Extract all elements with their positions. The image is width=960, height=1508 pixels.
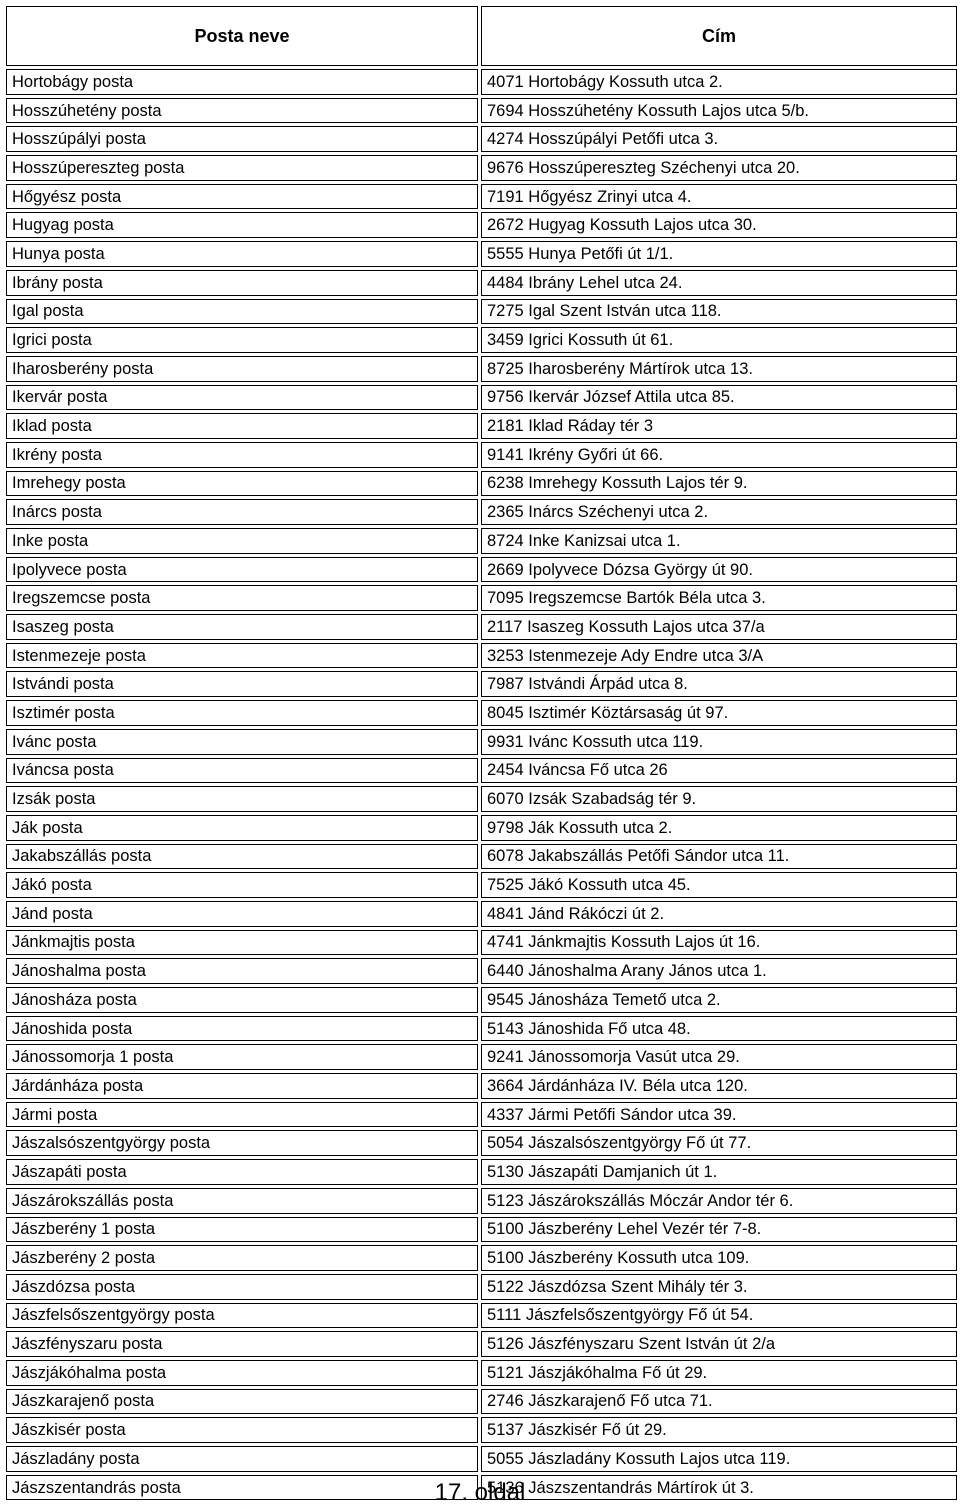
post-name-cell: Ipolyvece posta	[6, 557, 478, 583]
address-cell: 4484 Ibrány Lehel utca 24.	[481, 270, 957, 296]
post-name-cell: Jánkmajtis posta	[6, 930, 478, 956]
post-name-cell: Hosszúhetény posta	[6, 98, 478, 124]
address-cell: 9931 Ivánc Kossuth utca 119.	[481, 729, 957, 755]
post-name-cell: Hőgyész posta	[6, 184, 478, 210]
post-name-cell: Igrici posta	[6, 327, 478, 353]
post-name-cell: Ikrény posta	[6, 442, 478, 468]
post-name-cell: Jászfelsőszentgyörgy posta	[6, 1303, 478, 1329]
post-name-cell: Igal posta	[6, 299, 478, 325]
address-cell: 5136 Jászszentandrás Mártírok út 3.	[481, 1475, 957, 1501]
post-name-cell: Jászdózsa posta	[6, 1274, 478, 1300]
address-cell: 5100 Jászberény Kossuth utca 109.	[481, 1245, 957, 1271]
address-cell: 3459 Igrici Kossuth út 61.	[481, 327, 957, 353]
post-name-cell: Hosszúpereszteg posta	[6, 155, 478, 181]
table-row	[6, 557, 957, 583]
address-cell: 6070 Izsák Szabadság tér 9.	[481, 786, 957, 812]
table-row	[6, 212, 957, 238]
post-name-cell: Hunya posta	[6, 241, 478, 267]
table-row	[6, 1217, 957, 1243]
post-name-cell: Iklad posta	[6, 413, 478, 439]
post-name-cell: Hortobágy posta	[6, 69, 478, 95]
table-row	[6, 700, 957, 726]
table-row	[6, 1303, 957, 1329]
address-cell: 5555 Hunya Petőfi út 1/1.	[481, 241, 957, 267]
post-name-cell: Ikervár posta	[6, 385, 478, 411]
post-name-cell: Ivánc posta	[6, 729, 478, 755]
table-row	[6, 299, 957, 325]
address-cell: 9676 Hosszúpereszteg Széchenyi utca 20.	[481, 155, 957, 181]
post-name-cell: Iváncsa posta	[6, 758, 478, 784]
table-row	[6, 585, 957, 611]
table-row	[6, 126, 957, 152]
table-row	[6, 614, 957, 640]
table-row	[6, 413, 957, 439]
page-number: 17. oldal	[434, 1479, 526, 1506]
post-office-table	[3, 3, 960, 1503]
post-name-cell: Jakabszállás posta	[6, 844, 478, 870]
address-cell: 5055 Jászladány Kossuth Lajos utca 119.	[481, 1446, 957, 1472]
address-cell: 9756 Ikervár József Attila utca 85.	[481, 385, 957, 411]
table-row	[6, 155, 957, 181]
post-name-cell: Jánd posta	[6, 901, 478, 927]
table-row	[6, 1274, 957, 1300]
table-row	[6, 1245, 957, 1271]
column-header-address: Cím	[481, 6, 957, 66]
table-row	[6, 1159, 957, 1185]
post-name-cell: Jászkarajenő posta	[6, 1389, 478, 1415]
address-cell: 8725 Iharosberény Mártírok utca 13.	[481, 356, 957, 382]
address-cell: 2669 Ipolyvece Dózsa György út 90.	[481, 557, 957, 583]
post-name-cell: Jármi posta	[6, 1102, 478, 1128]
post-name-cell: Inke posta	[6, 528, 478, 554]
address-cell: 4274 Hosszúpályi Petőfi utca 3.	[481, 126, 957, 152]
table-row	[6, 671, 957, 697]
table-row	[6, 844, 957, 870]
post-name-cell: Járdánháza posta	[6, 1073, 478, 1099]
table-row	[6, 1389, 957, 1415]
address-cell: 3253 Istenmezeje Ady Endre utca 3/A	[481, 643, 957, 669]
post-name-cell: Jászberény 2 posta	[6, 1245, 478, 1271]
table-row	[6, 241, 957, 267]
address-cell: 5100 Jászberény Lehel Vezér tér 7-8.	[481, 1217, 957, 1243]
table-row	[6, 98, 957, 124]
table-row	[6, 1188, 957, 1214]
address-cell: 7525 Jákó Kossuth utca 45.	[481, 872, 957, 898]
address-cell: 5122 Jászdózsa Szent Mihály tér 3.	[481, 1274, 957, 1300]
address-cell: 4741 Jánkmajtis Kossuth Lajos út 16.	[481, 930, 957, 956]
table-row	[6, 69, 957, 95]
post-name-cell: Isztimér posta	[6, 700, 478, 726]
table-row	[6, 1360, 957, 1386]
table-row	[6, 1446, 957, 1472]
post-name-cell: Jászberény 1 posta	[6, 1217, 478, 1243]
table-row	[6, 1073, 957, 1099]
address-cell: 2672 Hugyag Kossuth Lajos utca 30.	[481, 212, 957, 238]
table-row	[6, 327, 957, 353]
address-cell: 4071 Hortobágy Kossuth utca 2.	[481, 69, 957, 95]
table-row	[6, 499, 957, 525]
post-name-cell: Jászladány posta	[6, 1446, 478, 1472]
address-cell: 6238 Imrehegy Kossuth Lajos tér 9.	[481, 471, 957, 497]
post-name-cell: Istenmezeje posta	[6, 643, 478, 669]
post-name-cell: Jánoshida posta	[6, 1016, 478, 1042]
post-name-cell: Ibrány posta	[6, 270, 478, 296]
post-name-cell: Hosszúpályi posta	[6, 126, 478, 152]
post-name-cell: Jászalsószentgyörgy posta	[6, 1130, 478, 1156]
address-cell: 7275 Igal Szent István utca 118.	[481, 299, 957, 325]
table-row	[6, 270, 957, 296]
post-name-cell: Jánoshalma posta	[6, 958, 478, 984]
post-name-cell: Izsák posta	[6, 786, 478, 812]
table-row	[6, 528, 957, 554]
address-cell: 9241 Jánossomorja Vasút utca 29.	[481, 1044, 957, 1070]
table-row	[6, 958, 957, 984]
post-name-cell: Inárcs posta	[6, 499, 478, 525]
table-row	[6, 1102, 957, 1128]
address-cell: 2454 Iváncsa Fő utca 26	[481, 758, 957, 784]
table-row	[6, 872, 957, 898]
table-body	[6, 69, 957, 1500]
table-row	[6, 385, 957, 411]
table-row	[6, 729, 957, 755]
address-cell: 3664 Járdánháza IV. Béla utca 120.	[481, 1073, 957, 1099]
table-row	[6, 930, 957, 956]
table-row	[6, 786, 957, 812]
address-cell: 9141 Ikrény Győri út 66.	[481, 442, 957, 468]
post-name-cell: Jászapáti posta	[6, 1159, 478, 1185]
column-header-post-name: Posta neve	[6, 6, 478, 66]
address-cell: 5137 Jászkisér Fő út 29.	[481, 1417, 957, 1443]
post-name-cell: Jászszentandrás posta	[6, 1475, 478, 1501]
post-office-table-page	[3, 3, 957, 1503]
address-cell: 4337 Jármi Petőfi Sándor utca 39.	[481, 1102, 957, 1128]
table-row	[6, 815, 957, 841]
post-name-cell: Ják posta	[6, 815, 478, 841]
address-cell: 7694 Hosszúhetény Kossuth Lajos utca 5/b.	[481, 98, 957, 124]
table-row	[6, 901, 957, 927]
table-row	[6, 1044, 957, 1070]
post-name-cell: Istvándi posta	[6, 671, 478, 697]
table-row	[6, 1130, 957, 1156]
address-cell: 7095 Iregszemcse Bartók Béla utca 3.	[481, 585, 957, 611]
address-cell: 9545 Jánosháza Temető utca 2.	[481, 987, 957, 1013]
table-row	[6, 442, 957, 468]
post-name-cell: Jászfényszaru posta	[6, 1331, 478, 1357]
address-cell: 5121 Jászjákóhalma Fő út 29.	[481, 1360, 957, 1386]
address-cell: 5143 Jánoshida Fő utca 48.	[481, 1016, 957, 1042]
address-cell: 5130 Jászapáti Damjanich út 1.	[481, 1159, 957, 1185]
post-name-cell: Hugyag posta	[6, 212, 478, 238]
post-name-cell: Jánossomorja 1 posta	[6, 1044, 478, 1070]
table-row	[6, 184, 957, 210]
address-cell: 5054 Jászalsószentgyörgy Fő út 77.	[481, 1130, 957, 1156]
address-cell: 2746 Jászkarajenő Fő utca 71.	[481, 1389, 957, 1415]
address-cell: 7191 Hőgyész Zrinyi utca 4.	[481, 184, 957, 210]
address-cell: 2365 Inárcs Széchenyi utca 2.	[481, 499, 957, 525]
address-cell: 5126 Jászfényszaru Szent István út 2/a	[481, 1331, 957, 1357]
table-row	[6, 1331, 957, 1357]
table-row	[6, 471, 957, 497]
address-cell: 4841 Jánd Rákóczi út 2.	[481, 901, 957, 927]
post-name-cell: Jákó posta	[6, 872, 478, 898]
post-name-cell: Isaszeg posta	[6, 614, 478, 640]
post-name-cell: Iregszemcse posta	[6, 585, 478, 611]
table-header-row	[6, 6, 957, 66]
post-name-cell: Imrehegy posta	[6, 471, 478, 497]
post-name-cell: Jászkisér posta	[6, 1417, 478, 1443]
address-cell: 6078 Jakabszállás Petőfi Sándor utca 11.	[481, 844, 957, 870]
table-row	[6, 356, 957, 382]
address-cell: 2181 Iklad Ráday tér 3	[481, 413, 957, 439]
address-cell: 5123 Jászárokszállás Móczár Andor tér 6.	[481, 1188, 957, 1214]
post-name-cell: Jánosháza posta	[6, 987, 478, 1013]
address-cell: 2117 Isaszeg Kossuth Lajos utca 37/a	[481, 614, 957, 640]
address-cell: 8724 Inke Kanizsai utca 1.	[481, 528, 957, 554]
table-row	[6, 758, 957, 784]
address-cell: 7987 Istvándi Árpád utca 8.	[481, 671, 957, 697]
address-cell: 9798 Ják Kossuth utca 2.	[481, 815, 957, 841]
post-name-cell: Iharosberény posta	[6, 356, 478, 382]
address-cell: 6440 Jánoshalma Arany János utca 1.	[481, 958, 957, 984]
table-row	[6, 1417, 957, 1443]
table-row	[6, 643, 957, 669]
address-cell: 8045 Isztimér Köztársaság út 97.	[481, 700, 957, 726]
table-row	[6, 987, 957, 1013]
table-row	[6, 1016, 957, 1042]
address-cell: 5111 Jászfelsőszentgyörgy Fő út 54.	[481, 1303, 957, 1329]
post-name-cell: Jászárokszállás posta	[6, 1188, 478, 1214]
post-name-cell: Jászjákóhalma posta	[6, 1360, 478, 1386]
